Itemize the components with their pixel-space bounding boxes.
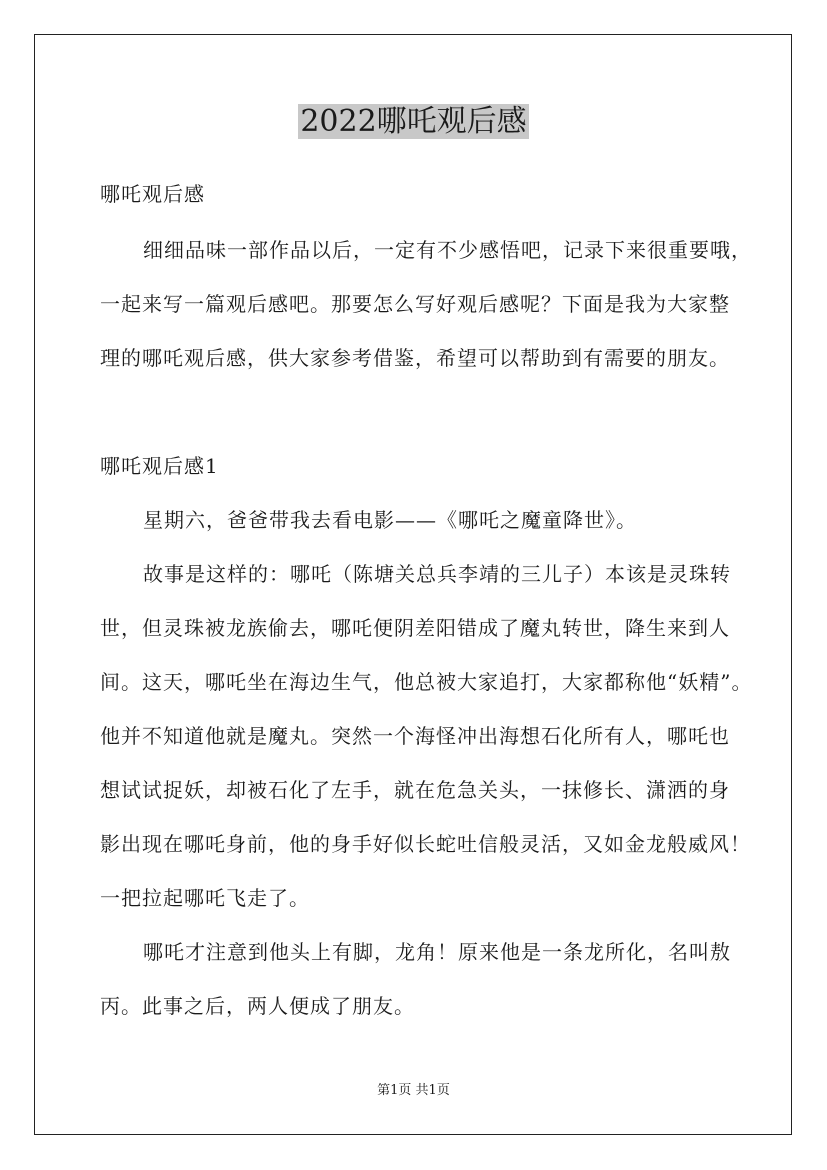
- paragraph-line: 他并不知道他就是魔丸。突然一个海怪冲出海想石化所有人，哪吒也: [100, 724, 730, 748]
- paragraph-line: 故事是这样的：哪吒（陈塘关总兵李靖的三儿子）本该是灵珠转: [143, 562, 731, 586]
- section-heading: 哪吒观后感: [100, 182, 205, 206]
- section-heading: 哪吒观后感1: [100, 454, 219, 478]
- paragraph-line: 理的哪吒观后感，供大家参考借鉴，希望可以帮助到有需要的朋友。: [100, 346, 730, 370]
- document-title: 2022哪吒观后感: [300, 104, 527, 139]
- paragraph-line: 星期六，爸爸带我去看电影——《哪吒之魔童降世》。: [143, 508, 637, 532]
- paragraph-line: 一把拉起哪吒飞走了。: [100, 886, 310, 910]
- paragraph-line: 间。这天，哪吒坐在海边生气，他总被大家追打，大家都称他“妖精”。: [100, 670, 753, 694]
- page-footer: 第1页 共1页: [377, 1083, 450, 1098]
- paragraph-line: 影出现在哪吒身前，他的身手好似长蛇吐信般灵活，又如金龙般威风！: [100, 832, 751, 856]
- document-title-row: [0, 100, 827, 144]
- paragraph-line: 一起来写一篇观后感吧。那要怎么写好观后感呢？下面是我为大家整: [100, 292, 730, 316]
- paragraph-line: 世，但灵珠被龙族偷去，哪吒便阴差阳错成了魔丸转世，降生来到人: [100, 616, 730, 640]
- paragraph-line: 细细品味一部作品以后，一定有不少感悟吧，记录下来很重要哦，: [143, 238, 752, 262]
- paragraph-line: 丙。此事之后，两人便成了朋友。: [100, 994, 415, 1018]
- paragraph-line: 想试试捉妖，却被石化了左手，就在危急关头，一抹修长、潇洒的身: [100, 778, 730, 802]
- paragraph-line: 哪吒才注意到他头上有脚，龙角！原来他是一条龙所化，名叫敖: [143, 940, 731, 964]
